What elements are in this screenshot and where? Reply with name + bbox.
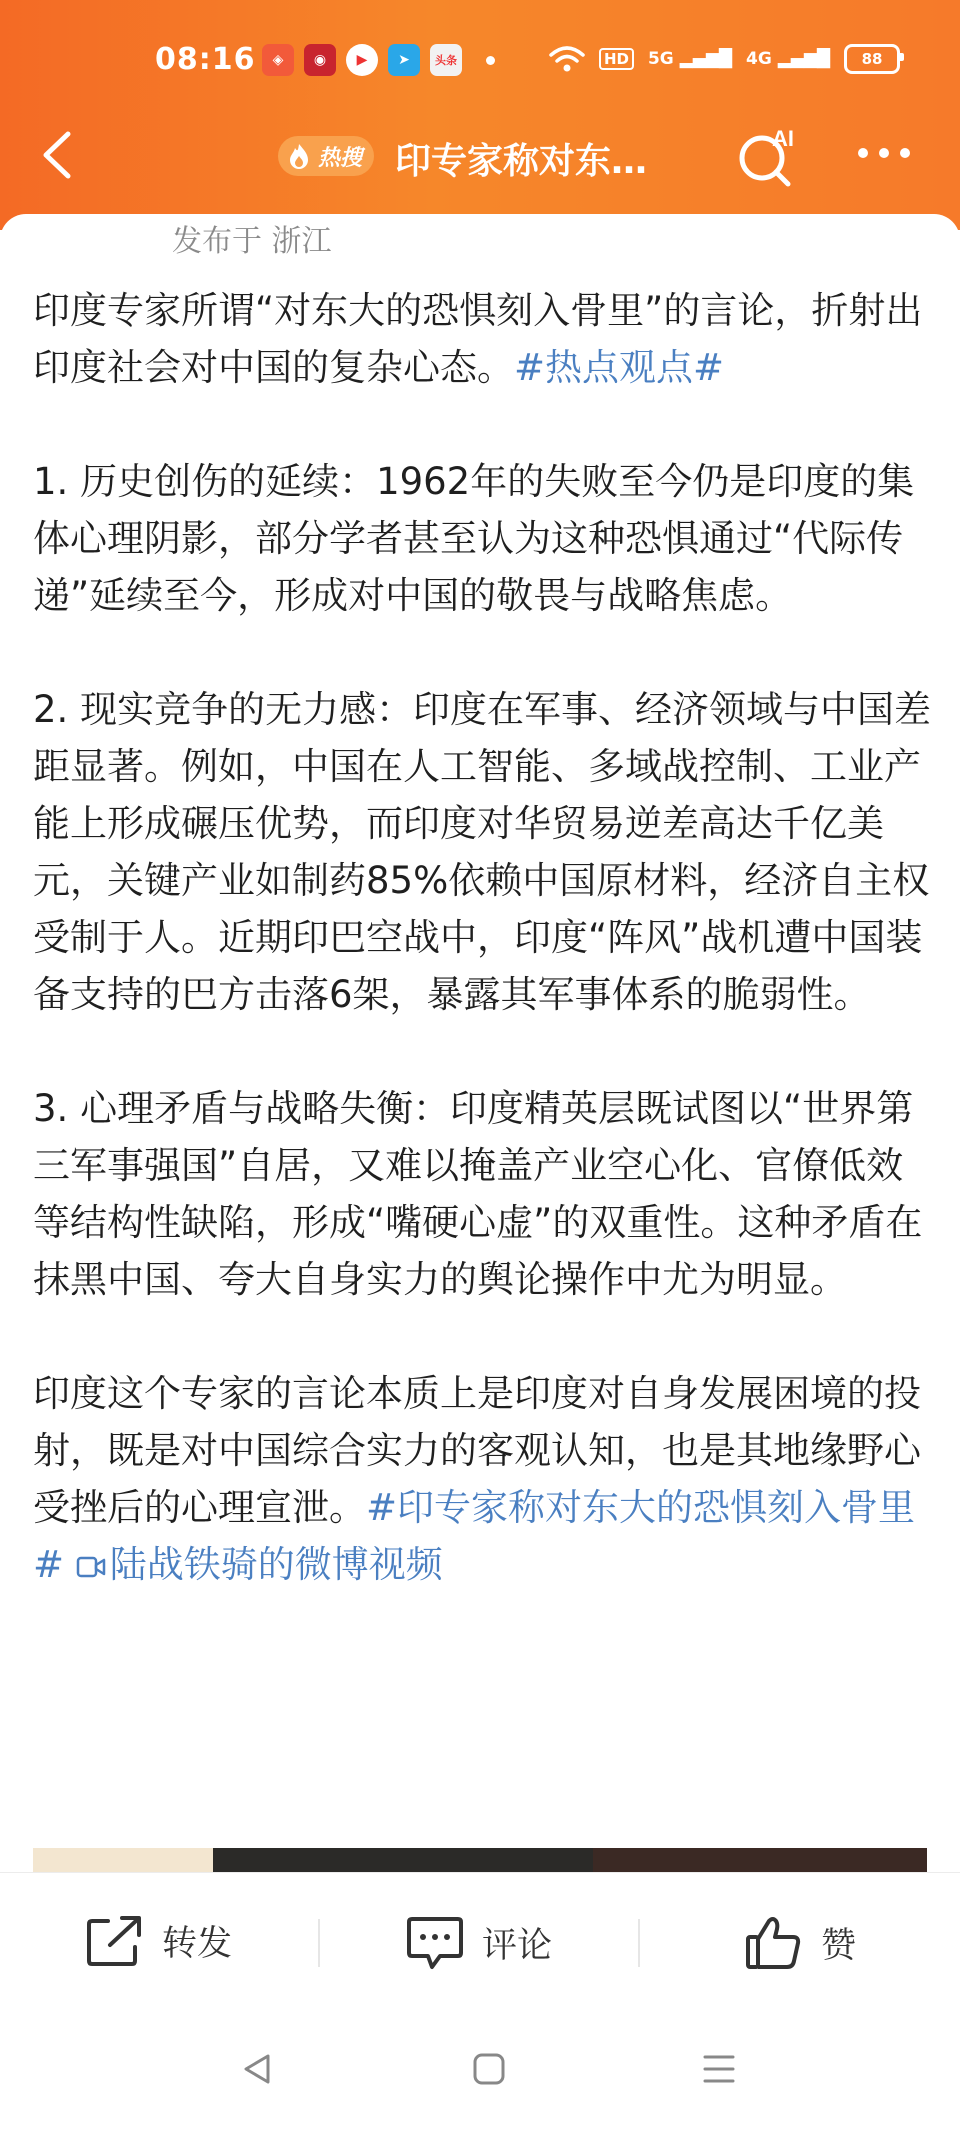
post-intro: 印度专家所谓“对东大的恐惧刻入骨里”的言论，折射出印度社会对中国的复杂心态。#热点观点#	[33, 289, 923, 389]
toutiao-icon: 头条	[430, 44, 462, 76]
hashtag-link[interactable]: #印专家称对东大的恐惧刻入骨里#	[33, 1486, 916, 1586]
video-icon: ▶	[346, 44, 378, 76]
thumbs-up-icon	[745, 1915, 803, 1971]
hot-search-label: 热搜	[318, 145, 363, 171]
like-button[interactable]	[745, 1915, 856, 1971]
nav-menu-icon[interactable]	[702, 2052, 736, 2086]
notification-icons	[262, 42, 495, 78]
app-icon-1: ◈	[262, 44, 294, 76]
post-paragraph-3: 3. 心理矛盾与战略失衡：印度精英层既试图以“世界第三军事强国”自居，又难以掩盖产业空心化、官僚低效等结构性缺陷，形成“嘴硬心虚”的双重性。这种矛盾在抹黑中国、夸大自身实力的舆论操作中尤为明显。	[33, 1087, 923, 1301]
nav-back-icon[interactable]	[240, 2052, 274, 2086]
flame-icon	[286, 142, 312, 170]
more-notifications-dot	[486, 56, 495, 65]
like-label: 赞	[821, 1926, 857, 1966]
post-paragraph-1: 1. 历史创伤的延续：1962年的失败至今仍是印度的集体心理阴影，部分学者甚至认为这种恐惧通过“代际传递”延续至今，形成对中国的敬畏与战略焦虑。	[33, 460, 915, 617]
hd-icon: HD	[599, 48, 634, 70]
comment-button[interactable]	[406, 1915, 552, 1971]
system-nav-bar	[0, 2012, 960, 2133]
repost-icon	[86, 1915, 144, 1967]
action-bar	[0, 1872, 960, 2013]
hashtag-link[interactable]: #热点观点#	[514, 346, 725, 389]
comment-label: 评论	[482, 1926, 553, 1966]
status-time: 08:16	[155, 42, 256, 77]
video-link-icon	[76, 1555, 106, 1579]
more-options-icon[interactable]	[858, 148, 910, 158]
divider	[638, 1919, 640, 1967]
page-title: 印专家称对东…	[395, 141, 648, 182]
status-bar	[0, 0, 960, 120]
system-icons	[549, 44, 900, 74]
battery-icon: 88	[844, 44, 900, 74]
post-paragraph-2: 2. 现实竞争的无力感：印度在军事、经济领域与中国差距显著。例如，中国在人工智能、多域战控制、工业产能上形成碾压优势，而印度对华贸易逆差高达千亿美元，关键产业如制药85%依赖中国原材料，经济自主权受制于人。近期印巴空战中，印度“阵风”战机遭中国装备支持的巴方击落6架，暴露其军事体系的脆弱性。	[33, 688, 932, 1016]
wifi-icon	[549, 45, 585, 73]
repost-button[interactable]	[86, 1915, 232, 1967]
app-icon-2: ◉	[304, 44, 336, 76]
ai-label: AI	[772, 126, 794, 151]
divider	[318, 1919, 320, 1967]
post-content	[33, 282, 933, 1593]
back-arrow-icon[interactable]	[38, 130, 78, 180]
video-thumbnail[interactable]	[33, 1848, 927, 1872]
signal-4g-icon: 4G ▂▄▆█	[745, 49, 830, 69]
signal-5g-icon: 5G ▂▄▆█	[647, 49, 732, 69]
ai-search-icon[interactable]	[732, 124, 802, 190]
comment-icon	[406, 1915, 464, 1971]
video-link[interactable]: 陆战铁骑的微博视频	[76, 1543, 443, 1586]
hot-search-badge[interactable]	[278, 136, 374, 176]
nav-home-icon[interactable]	[472, 2052, 506, 2086]
telegram-icon: ➤	[388, 44, 420, 76]
posted-from: 发布于 浙江	[172, 224, 332, 259]
post-closing: 印度这个专家的言论本质上是印度对自身发展困境的投射，既是对中国综合实力的客观认知，也是其地缘野心受挫后的心理宣泄。#印专家称对东大的恐惧刻入骨里# 陆战铁骑的微博视频	[33, 1372, 921, 1586]
repost-label: 转发	[162, 1924, 233, 1964]
